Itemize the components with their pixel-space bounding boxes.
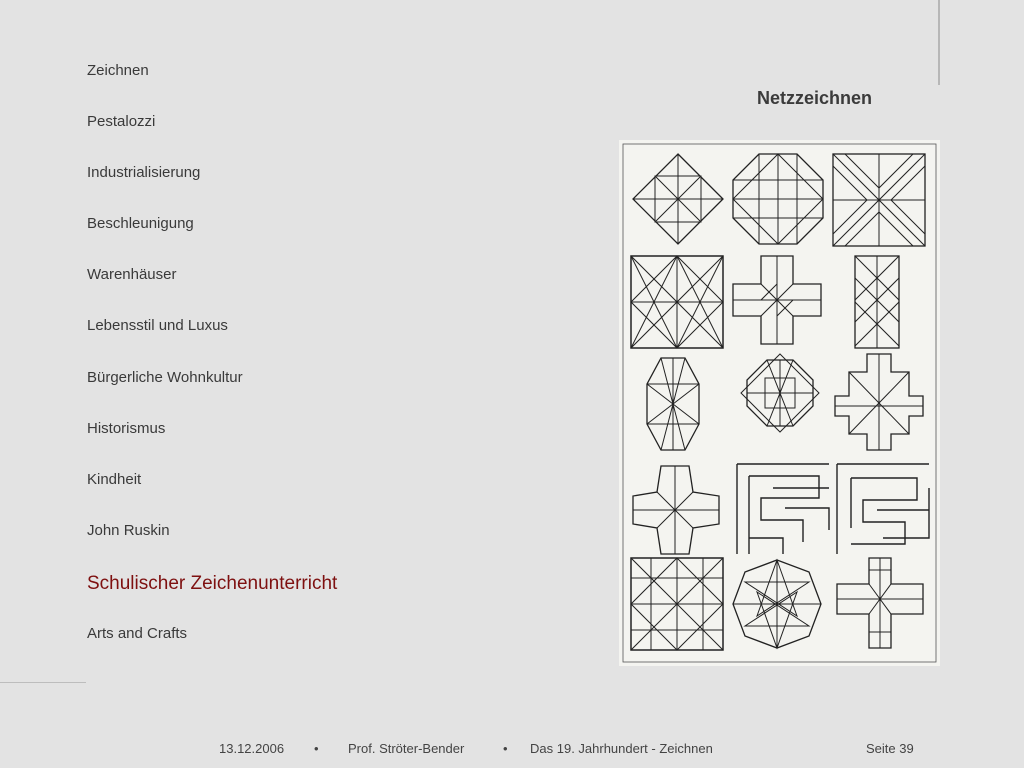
vertical-divider-line (938, 0, 940, 85)
footer-course: Das 19. Jahrhundert - Zeichnen (530, 741, 713, 756)
nav-item-lebensstil[interactable]: Lebensstil und Luxus (87, 317, 228, 334)
figure-cross-grid (733, 256, 821, 344)
nav-item-zeichenunterricht-active[interactable]: Schulischer Zeichenunterricht (87, 573, 338, 594)
nav-item-zeichnen[interactable]: Zeichnen (87, 62, 149, 79)
slide-title: Netzzeichnen (757, 88, 873, 108)
nav-item-historismus[interactable]: Historismus (87, 420, 166, 437)
figure-quatrefoil (633, 466, 719, 554)
figure-stepped-cross (835, 354, 923, 450)
footer-separator: • (503, 741, 508, 756)
nav-item-kindheit[interactable]: Kindheit (87, 471, 142, 488)
figure-meander-right (837, 464, 929, 554)
figure-lattice-column (855, 256, 899, 348)
figure-cross-plain (837, 558, 923, 648)
figure-meander-left (737, 464, 829, 554)
nav-item-beschleunigung[interactable]: Beschleunigung (87, 215, 194, 232)
figure-octagon (733, 154, 823, 244)
net-drawing-illustration (619, 140, 940, 666)
figure-square-cross (833, 154, 925, 246)
figure-elongated-hexagon (647, 358, 699, 450)
nav-item-arts-and-crafts[interactable]: Arts and Crafts (87, 625, 188, 642)
footer-separator: • (314, 741, 319, 756)
horizontal-divider-line (0, 682, 86, 683)
nav-item-john-ruskin[interactable]: John Ruskin (87, 522, 170, 539)
nav-item-wohnkultur[interactable]: Bürgerliche Wohnkultur (87, 369, 243, 386)
figure-square-lattice (631, 558, 723, 650)
footer-author: Prof. Ströter-Bender (348, 741, 465, 756)
figure-diamond (633, 154, 723, 244)
footer-date: 13.12.2006 (219, 741, 285, 756)
figure-octagon-flower (741, 354, 819, 432)
figure-square-star (631, 256, 723, 348)
footer-page-number: Seite 39 (866, 741, 914, 756)
nav-item-industrialisierung[interactable]: Industrialisierung (87, 164, 201, 181)
nav-item-warenhaeuser[interactable]: Warenhäuser (87, 266, 177, 283)
nav-item-pestalozzi[interactable]: Pestalozzi (87, 113, 156, 130)
figure-star-octagon (733, 560, 821, 648)
